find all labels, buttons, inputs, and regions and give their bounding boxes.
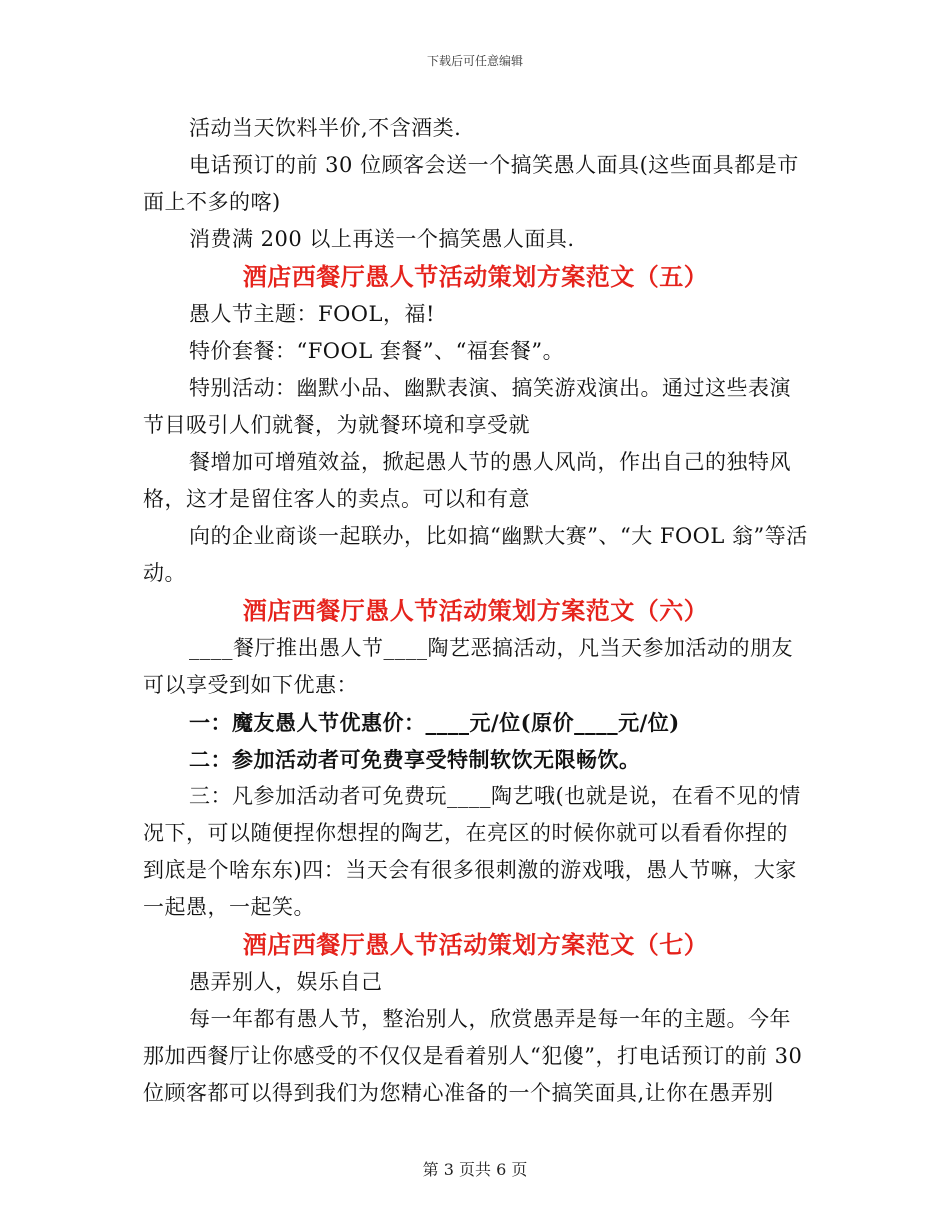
section-heading-7: 酒店西餐厅愚人节活动策划方案范文（七）: [242, 930, 709, 959]
paragraph: 特别活动：幽默小品、幽默表演、搞笑游戏演出。通过这些表演节目吸引人们就餐，为就餐环境和享受就: [143, 376, 791, 437]
paragraph: 向的企业商谈一起联办，比如搞“幽默大赛”、“大 FOOL 翁”等活动。: [143, 524, 808, 585]
paragraph: 餐增加可增殖效益，掀起愚人节的愚人风尚，作出自己的独特风格，这才是留住客人的卖点。可以和有意: [143, 450, 791, 511]
paragraph-bold: 一：魔友愚人节优惠价：____元/位(原价____元/位): [189, 710, 680, 735]
paragraph: 消费满 200 以上再送一个搞笑愚人面具.: [189, 227, 575, 251]
paragraph: 愚弄别人，娱乐自己: [189, 970, 383, 994]
page-footer: 第 3 页共 6 页: [422, 1160, 528, 1179]
section-heading-6: 酒店西餐厅愚人节活动策划方案范文（六）: [242, 596, 709, 625]
paragraph: 每一年都有愚人节，整治别人，欣赏愚弄是每一年的主题。今年那加西餐厅让你感受的不仅仅是看着别人“犯傻”，打电话预订的前 30 位顾客都可以得到我们为您精心准备的一个搞笑面具,让你在愚弄别: [143, 1007, 810, 1105]
paragraph: 电话预订的前 30 位顾客会送一个搞笑愚人面具(这些面具都是市面上不多的喀): [143, 153, 799, 214]
paragraph-bold: 二：参加活动者可免费享受特制软饮无限畅饮。: [189, 747, 641, 772]
section-heading-5: 酒店西餐厅愚人节活动策划方案范文（五）: [242, 262, 709, 291]
paragraph: 三：凡参加活动者可免费玩____陶艺哦(也就是说，在看不见的情况下，可以随便捏你想捏的陶艺，在亮区的时候你就可以看看你捏的到底是个啥东东)四：当天会有很多很刺激的游戏哦，愚人节嘛，大家一起愚，一起笑。: [143, 784, 801, 919]
document-body: [143, 110, 808, 1112]
paragraph: 愚人节主题：FOOL，福!: [189, 302, 435, 326]
paragraph: 特价套餐：“FOOL 套餐”、“福套餐”。: [189, 339, 565, 363]
paragraph: ____餐厅推出愚人节____陶艺恶搞活动，凡当天参加活动的朋友可以享受到如下优惠：: [143, 636, 793, 697]
page-header: 下载后可任意编辑: [426, 54, 523, 68]
paragraph: 活动当天饮料半价,不含酒类.: [189, 116, 462, 140]
